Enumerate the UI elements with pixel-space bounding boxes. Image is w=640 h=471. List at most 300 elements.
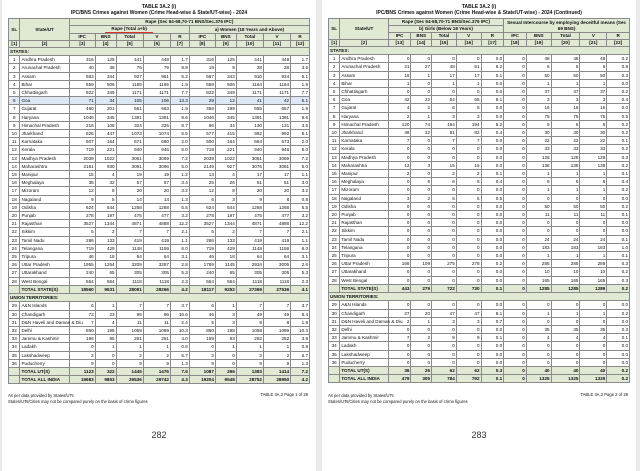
table-cell: 5.3 [170, 269, 189, 277]
header-index-row [329, 40, 630, 47]
table-cell: 3.2 [291, 212, 310, 220]
table-cell: 1 [526, 252, 551, 260]
table-cell: 2 [116, 351, 143, 359]
table-cell: 0 [456, 227, 481, 235]
table-cell: 17 [329, 186, 340, 194]
table-cell: 42 [263, 97, 290, 105]
table-cell: 4 [215, 171, 236, 179]
table-cell: 8.1 [481, 309, 504, 317]
table-cell: 0.3 [607, 71, 630, 79]
table-cell: 3.2 [170, 187, 189, 195]
table-cell: Tamil Nadu [340, 235, 388, 243]
table-cell: 3 [456, 317, 481, 325]
table-cell: 2.1 [291, 228, 310, 236]
table-cell: 2934 [236, 261, 263, 269]
table-cell: 2.1 [170, 228, 189, 236]
table-cell: 1254 [95, 261, 116, 269]
table-cell: 3.2 [291, 187, 310, 195]
table-cell: 0 [580, 219, 607, 227]
table-cell: 95 [95, 335, 116, 343]
table-cell: 19204 [189, 376, 215, 384]
table-row [329, 268, 630, 276]
table-cell: 28091 [116, 285, 143, 293]
table-cell: Delhi [340, 325, 388, 333]
table-row [329, 170, 630, 178]
table-cell: 3 [215, 318, 236, 326]
table-cell: 0 [504, 284, 527, 292]
table-cell: 0 [411, 219, 432, 227]
table-cell: 1171 [263, 89, 290, 97]
table-cell: 3096 [143, 162, 170, 170]
table-row [9, 220, 310, 228]
table-row [329, 211, 630, 219]
table-cell: 13 [189, 171, 215, 179]
table-cell: 5.0 [170, 146, 189, 154]
table-cell: 0 [411, 276, 432, 284]
table-cell: 992 [263, 130, 290, 138]
table-cell: 47 [456, 309, 481, 317]
table-cell: 1118 [116, 277, 143, 285]
table-cell: 0.0 [481, 252, 504, 260]
table-cell: 23 [9, 236, 20, 244]
table-cell: 6 [456, 178, 481, 186]
table-cell: 0 [504, 342, 527, 350]
table-cell: 2 [263, 351, 290, 359]
table-cell: 910 [236, 72, 263, 80]
table-cell: Tamil Nadu [20, 236, 69, 244]
table-cell: 0 [580, 350, 607, 358]
table-cell: 1268 [143, 203, 170, 211]
table-cell: 0.0 [481, 88, 504, 96]
table-cell: 345 [215, 113, 236, 121]
table-cell: 15 [432, 161, 457, 169]
table-row [329, 178, 630, 186]
table-cell: 5.5 [170, 203, 189, 211]
table-cell: 5.2 [481, 120, 504, 128]
table-cell: 133 [95, 236, 116, 244]
table-cell: 0.3 [607, 276, 630, 284]
table-cell [9, 285, 20, 293]
table-cell: 22 [551, 137, 580, 145]
table-cell: 0.0 [481, 211, 504, 219]
table-cell: 5 [95, 195, 116, 203]
table-cell: 15 [69, 171, 95, 179]
table-cell: 6 [526, 178, 551, 186]
table-title: IPC/BNS Crimes against Women (Crime Head-wise & State/UT-wise) - 2024 (Continued) [376, 10, 582, 16]
table-cell: 0 [432, 202, 457, 210]
table-cell: 64 [263, 253, 290, 261]
header-rape-total-label: Rape (Total a+b) [105, 26, 153, 33]
header-sl: SL [9, 19, 20, 41]
table-cell: 12 [329, 145, 340, 153]
header-rape-group: Rape (Sec 64-68,70-71 BNS/Sec.376 IPC) [388, 19, 503, 26]
table-cell: 4888 [143, 220, 170, 228]
table-cell: 0 [504, 227, 527, 235]
table-cell [329, 366, 340, 374]
table-cell: 0 [504, 235, 527, 243]
table-cell: 0.0 [481, 325, 504, 333]
table-cell: 6 [551, 120, 580, 128]
table-cell: 0 [411, 235, 432, 243]
table-cell: 305 [411, 375, 432, 383]
table-cell: 27 [9, 269, 20, 277]
table-cell: 7 [236, 302, 263, 310]
table-cell: 0 [388, 211, 411, 219]
table-cell: 419 [236, 236, 263, 244]
table-cell: 0.0 [481, 342, 504, 350]
table-cell: 5 [329, 88, 340, 96]
table-cell: 0 [388, 227, 411, 235]
table-cell: 0 [504, 301, 527, 309]
table-cell: 30 [526, 129, 551, 137]
table-cell: 6.0 [170, 244, 189, 252]
table-cell: 40 [580, 366, 607, 374]
table-cell: Kerala [20, 146, 69, 154]
table-cell: 1.3 [170, 195, 189, 203]
table-number: TABLE 3A.2 (i) [141, 4, 177, 10]
table-cell: 64 [143, 253, 170, 261]
table-cell: 15 [329, 170, 340, 178]
table-cell: 22 [9, 228, 20, 236]
table-cell: 2 [411, 194, 432, 202]
table-row [329, 145, 630, 153]
table-cell: Chandigarh [20, 310, 69, 318]
table-cell: 6.7 [291, 351, 310, 359]
table-cell: 7 [456, 137, 481, 145]
table-cell: 3005 [263, 261, 290, 269]
table-cell: 322 [95, 367, 116, 375]
table-cell: 0 [580, 342, 607, 350]
table-cell: 0.0 [607, 350, 630, 358]
table-cell: 133 [215, 236, 236, 244]
table-cell: 0 [526, 350, 551, 358]
table-row [9, 113, 310, 121]
header-index-cell: [11] [263, 41, 290, 48]
table-cell: 0.7 [481, 317, 504, 325]
table-cell: 0 [504, 211, 527, 219]
table-cell: 50 [580, 202, 607, 210]
table-cell: 419 [263, 236, 290, 244]
table-header [329, 19, 630, 47]
table-cell: 0 [432, 268, 457, 276]
table-cell: 35 [526, 325, 551, 333]
table-cell: 1 [116, 343, 143, 351]
table-cell: 19 [116, 171, 143, 179]
table-cell: Uttarakhand [340, 268, 388, 276]
header-index-cell: [20] [551, 40, 580, 47]
table-cell: 671 [116, 138, 143, 146]
table-cell: 3 [456, 112, 481, 120]
table-cell: 2 [388, 170, 411, 178]
table-cell: Lakshadweep [20, 351, 69, 359]
table-cell: 32 [329, 325, 340, 333]
table-cell: 93 [215, 335, 236, 343]
table-cell: 19 [9, 203, 20, 211]
table-cell: 0 [432, 235, 457, 243]
table-cell: 0 [388, 186, 411, 194]
table-cell: 1.8 [291, 318, 310, 326]
table-cell: 18 [95, 253, 116, 261]
table-cell: 7.7 [170, 89, 189, 97]
table-cell: 11 [116, 318, 143, 326]
table-cell: 11 [329, 137, 340, 145]
table-cell: 13 [9, 154, 20, 162]
table-cell: 128 [580, 153, 607, 161]
table-cell: 822 [69, 89, 95, 97]
table-cell: Rajasthan [20, 220, 69, 228]
table-cell: 0.2 [607, 186, 630, 194]
table-cell: 50 [551, 202, 580, 210]
table-cell: 7.7 [291, 89, 310, 97]
table-cell: 1391 [116, 113, 143, 121]
table-cell: 0 [411, 186, 432, 194]
table-cell: 8.7 [170, 121, 189, 129]
table-cell: 0.0 [481, 358, 504, 366]
table-cell: 506 [95, 80, 116, 88]
table-cell: 0 [504, 268, 527, 276]
table-cell: 50 [526, 202, 551, 210]
table-cell: 24 [580, 235, 607, 243]
table-cell: 0 [580, 358, 607, 366]
table-cell: 0.2 [607, 88, 630, 96]
table-cell: 3.2 [170, 212, 189, 220]
table-cell: 0 [388, 350, 411, 358]
table-row [9, 195, 310, 203]
table-cell: TOTAL ALL INDIA [20, 376, 69, 384]
table-cell: 138 [526, 161, 551, 169]
table-cell: 1118 [263, 277, 290, 285]
table-cell: 1.9 [291, 105, 310, 113]
header-index-cell: [14] [411, 40, 432, 47]
table-cell: 6.7 [170, 351, 189, 359]
table-cell: 6.2 [481, 63, 504, 71]
table-cell: 554 [69, 277, 95, 285]
table-cell: 663 [143, 105, 170, 113]
table-cell: 0 [580, 227, 607, 235]
table-title: IPC/BNS Crimes against Women (Crime Head-wise & State/UT-wise) - 2024 [70, 10, 248, 16]
table-cell: 0 [69, 343, 95, 351]
table-cell: 1118 [236, 277, 263, 285]
table-cell: 40 [69, 64, 95, 72]
header-rape-group: Rape (Sec 64-68,70-71 BNS/Sec.376 IPC) [69, 19, 309, 26]
table-cell: 349 [215, 89, 236, 97]
table-cell: 125 [215, 56, 236, 64]
table-cell: 9 [432, 334, 457, 342]
table-cell: 9 [9, 121, 20, 129]
table-row [9, 302, 310, 310]
table-cell: 1 [95, 343, 116, 351]
table-cell: 9252 [215, 285, 236, 293]
table-cell: 0.0 [607, 79, 630, 87]
table-cell: 0 [432, 252, 457, 260]
table-cell: 82 [456, 129, 481, 137]
table-cell: 0.0 [481, 276, 504, 284]
table-cell: 0 [456, 202, 481, 210]
table-cell: 64 [236, 253, 263, 261]
table-cell: 2 [236, 351, 263, 359]
table-cell: 0.0 [481, 202, 504, 210]
table-cell: 40 [551, 366, 580, 374]
table-cell: 0.2 [481, 260, 504, 268]
table-cell: 1159 [143, 244, 170, 252]
table-cell: 9 [116, 359, 143, 367]
total-uts-row [329, 366, 630, 374]
table-cell: 37 [551, 88, 580, 96]
table-cell: 349 [95, 89, 116, 97]
table-cell: 860 [189, 326, 215, 334]
table-cell: Uttarakhand [20, 269, 69, 277]
table-cell: 0.0 [481, 243, 504, 251]
table-cell: Jammu & Kashmir [340, 334, 388, 342]
table-cell: Karnataka [20, 138, 69, 146]
table-cell: 1165 [143, 80, 170, 88]
table-cell: 0.0 [607, 317, 630, 325]
table-row [329, 317, 630, 325]
table-cell: 278 [189, 212, 215, 220]
table-row [329, 342, 630, 350]
table-cell: 240 [69, 269, 95, 277]
table-cell: 286 [189, 236, 215, 244]
states-section-label: STATES: [329, 47, 630, 55]
table-row [9, 244, 310, 252]
table-cell: 0 [526, 194, 551, 202]
table-cell: 305 [263, 269, 290, 277]
table-cell: 0.8 [170, 343, 189, 351]
table-cell: 47 [432, 309, 457, 317]
table-cell: 0 [504, 63, 527, 71]
table-cell: Mizoram [340, 186, 388, 194]
table-cell: 201 [95, 105, 116, 113]
table-cell: 32 [411, 129, 432, 137]
table-cell: 1165 [116, 80, 143, 88]
table-cell: 0 [388, 358, 411, 366]
table-cell: 0 [504, 112, 527, 120]
table-cell: 626 [69, 130, 95, 138]
table-cell: 17 [432, 71, 457, 79]
table-cell: 4.0 [170, 335, 189, 343]
table-cell: 1 [551, 252, 580, 260]
table-cell: 0.0 [481, 268, 504, 276]
table-cell: 1022 [215, 154, 236, 162]
table-cell: 0.1 [481, 170, 504, 178]
table-cell: 33 [580, 145, 607, 153]
table-cell: Goa [340, 96, 388, 104]
table-cell: 194 [432, 120, 457, 128]
table-cell: 2 [388, 317, 411, 325]
table-cell: 0 [456, 219, 481, 227]
states-section [329, 47, 630, 55]
table-cell: 0 [456, 252, 481, 260]
table-cell: 0.0 [481, 104, 504, 112]
table-cell: 3 [432, 112, 457, 120]
table-row [329, 350, 630, 358]
table-cell: 0.5 [607, 112, 630, 120]
table-cell: 24 [9, 244, 20, 252]
table-cell: 1329 [580, 375, 607, 383]
table-cell: 6 [432, 104, 457, 112]
table-cell: 1 [551, 170, 580, 178]
table-cell: 3209 [116, 261, 143, 269]
table-row [9, 64, 310, 72]
table-cell: 19 [329, 202, 340, 210]
table-cell: 96 [189, 121, 215, 129]
table-cell: 0 [456, 211, 481, 219]
table-cell: 6 [580, 63, 607, 71]
table-cell: 1 [432, 79, 457, 87]
table-cell: 4871 [116, 220, 143, 228]
table-cell: 4.2 [170, 285, 189, 293]
table-cell: 199 [215, 105, 236, 113]
table-cell: 75 [526, 112, 551, 120]
table-cell: 0.2 [607, 120, 630, 128]
table-cell: 0 [432, 211, 457, 219]
table-cell: 16 [551, 104, 580, 112]
table-cell: 1.1 [170, 236, 189, 244]
table-cell: Andhra Pradesh [340, 55, 388, 63]
table-cell: 51 [236, 179, 263, 187]
table-cell: 3 [9, 72, 20, 80]
table-cell: 198 [95, 326, 116, 334]
table-cell: 0 [388, 235, 411, 243]
table-cell: 3061 [236, 154, 263, 162]
table-row [329, 112, 630, 120]
table-cell: 1087 [189, 367, 215, 375]
table-cell: 34 [9, 343, 20, 351]
table-cell: 0.0 [607, 194, 630, 202]
table-cell: 0.2 [607, 55, 630, 63]
table-cell: 51 [456, 63, 481, 71]
table-cell: 1 [580, 170, 607, 178]
table-cell: 1145 [215, 261, 236, 269]
table-cell: D&N Haveli and Daman & Diu [341, 318, 403, 324]
note-2: States/UTs/Cities may not be compared purely on the basis of crime figures [328, 399, 468, 404]
table-cell: 3527 [189, 220, 215, 228]
table-cell: Nagaland [20, 195, 69, 203]
table-cell: 33 [9, 335, 20, 343]
table-cell: 1046 [69, 113, 95, 121]
table-cell: 10 [526, 268, 551, 276]
table-cell: 16 [388, 71, 411, 79]
table-cell: 279 [411, 284, 432, 292]
table-cell: Telangana [20, 244, 69, 252]
table-cell: 0.1 [481, 334, 504, 342]
table-cell: 8 [236, 318, 263, 326]
table-row [9, 318, 310, 326]
table-cell: 1325 [551, 375, 580, 383]
table-cell: 0 [388, 88, 411, 96]
table-cell: 1285 [526, 284, 551, 292]
table-row [329, 202, 630, 210]
table-cell: 500 [189, 138, 215, 146]
table-cell: 3061 [116, 154, 143, 162]
table-cell: 0.0 [607, 301, 630, 309]
table-cell: 285 [526, 260, 551, 268]
table-cell: 221 [215, 146, 236, 154]
table-cell: 4 [388, 104, 411, 112]
table-cell: 5 [189, 228, 215, 236]
table-cell: 0 [411, 211, 432, 219]
table-cell: 166 [69, 335, 95, 343]
table-cell: 0 [411, 170, 432, 178]
table-cell: 28 [329, 276, 340, 284]
table-cell: 16 [329, 178, 340, 186]
table-cell: 62 [432, 366, 457, 374]
table-cell: TOTAL UT(S) [20, 367, 69, 375]
table-cell: 9 [189, 359, 215, 367]
table-cell: 2161 [69, 162, 95, 170]
table-cell: 9.6 [170, 113, 189, 121]
table-cell: 0 [456, 235, 481, 243]
